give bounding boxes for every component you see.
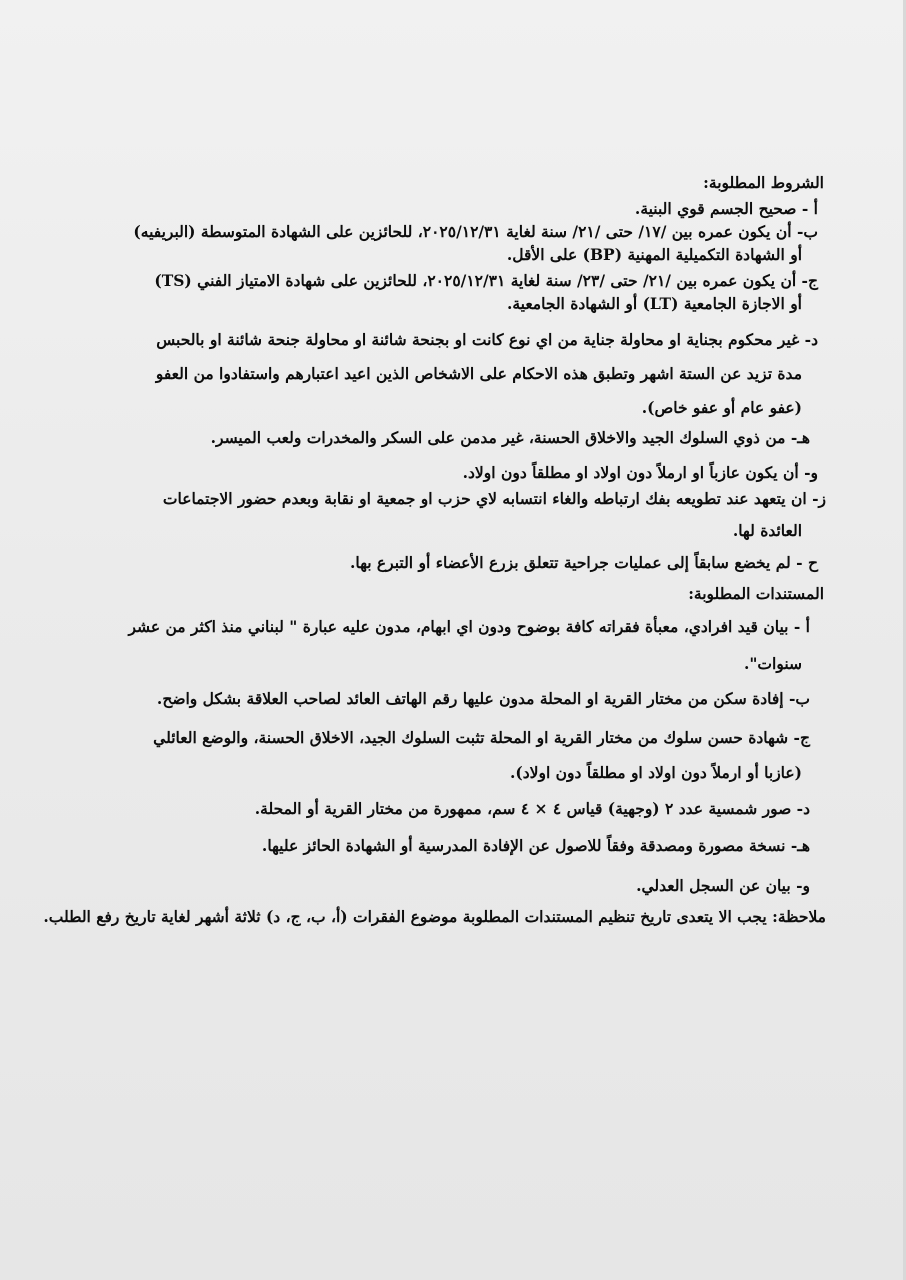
condition-e: هـ- من ذوي السلوك الجيد والاخلاق الحسنة، غير مدمن على السكر والمخدرات ولعب الميسر. — [210, 428, 810, 447]
condition-c-line1: ج- أن يكون عمره بين /٢١/ حتى /٢٣/ سنة لغاية ٢٠٢٥/١٢/٣١، للحائزين على شهادة الامتياز الفني (TS) — [154, 271, 818, 290]
condition-d-line3: (عفو عام أو عفو خاص). — [641, 398, 802, 417]
note: ملاحظة: يجب الا يتعدى تاريخ تنظيم المستندات المطلوبة موضوع الفقرات (أ، ب، ج، د) ثلاثة أشهر لغاية تاريخ رفع الطلب. — [43, 907, 826, 926]
condition-f: و- أن يكون عازباً او ارملاً دون اولاد او مطلقاً دون اولاد. — [462, 463, 818, 482]
condition-h: ح - لم يخضع سابقاً إلى عمليات جراحية تتعلق بزرع الأعضاء أو التبرع بها. — [349, 553, 818, 572]
condition-c-line2: أو الاجازة الجامعية (LT) أو الشهادة الجامعية. — [506, 294, 802, 313]
condition-a: أ - صحيح الجسم قوي البنية. — [634, 199, 818, 218]
conditions-title: الشروط المطلوبة: — [703, 173, 824, 192]
documents-title: المستندات المطلوبة: — [688, 584, 824, 603]
condition-b-line1: ب- أن يكون عمره بين /١٧/ حتى /٢١/ سنة لغاية ٢٠٢٥/١٢/٣١، للحائزين على الشهادة المتوسطة (البريفيه) — [133, 222, 818, 241]
condition-b-line2: أو الشهادة التكميلية المهنية (BP) على الأقل. — [506, 245, 802, 264]
condition-d-line1: د- غير محكوم بجناية او محاولة جناية من اي نوع كانت او بجنحة شائنة او محاولة جنحة شائنة او بالحبس — [156, 330, 818, 349]
document-d: د- صور شمسية عدد ٢ (وجهية) قياس ٤ × ٤ سم، ممهورة من مختار القرية أو المحلة. — [254, 799, 810, 818]
document-b: ب- إفادة سكن من مختار القرية او المحلة مدون عليها رقم الهاتف العائد لصاحب العلاقة بشكل واضح. — [156, 689, 810, 708]
document-c-line1: ج- شهادة حسن سلوك من مختار القرية او المحلة تثبت السلوك الجيد، الاخلاق الحسنة، والوضع العائلي — [153, 728, 810, 747]
document-f: و- بيان عن السجل العدلي. — [636, 876, 810, 895]
document-e: هـ- نسخة مصورة ومصدقة وفقاً للاصول عن الإفادة المدرسية أو الشهادة الحائز عليها. — [261, 836, 810, 855]
condition-d-line2: مدة تزيد عن الستة اشهر وتطبق هذه الاحكام على الاشخاص الذين اعيد اعتبارهم واستفادوا من العفو — [155, 364, 802, 383]
condition-g-line2: العائدة لها. — [732, 521, 802, 540]
condition-g-line1: ز- ان يتعهد عند تطويعه بفك ارتباطه والغاء انتسابه لاي حزب او جمعية او نقابة وبعدم حضور الاجتماعات — [162, 489, 826, 508]
document-a-line1: أ - بيان قيد افرادي، معبأة فقراته كافة بوضوح ودون اي ابهام، مدون عليه عبارة " لبناني منذ اكثر من عشر — [128, 617, 810, 636]
document-c-line2: (عازبا أو ارملاً دون اولاد او مطلقاً دون اولاد). — [510, 763, 802, 782]
document-a-line2: سنوات". — [743, 654, 802, 673]
